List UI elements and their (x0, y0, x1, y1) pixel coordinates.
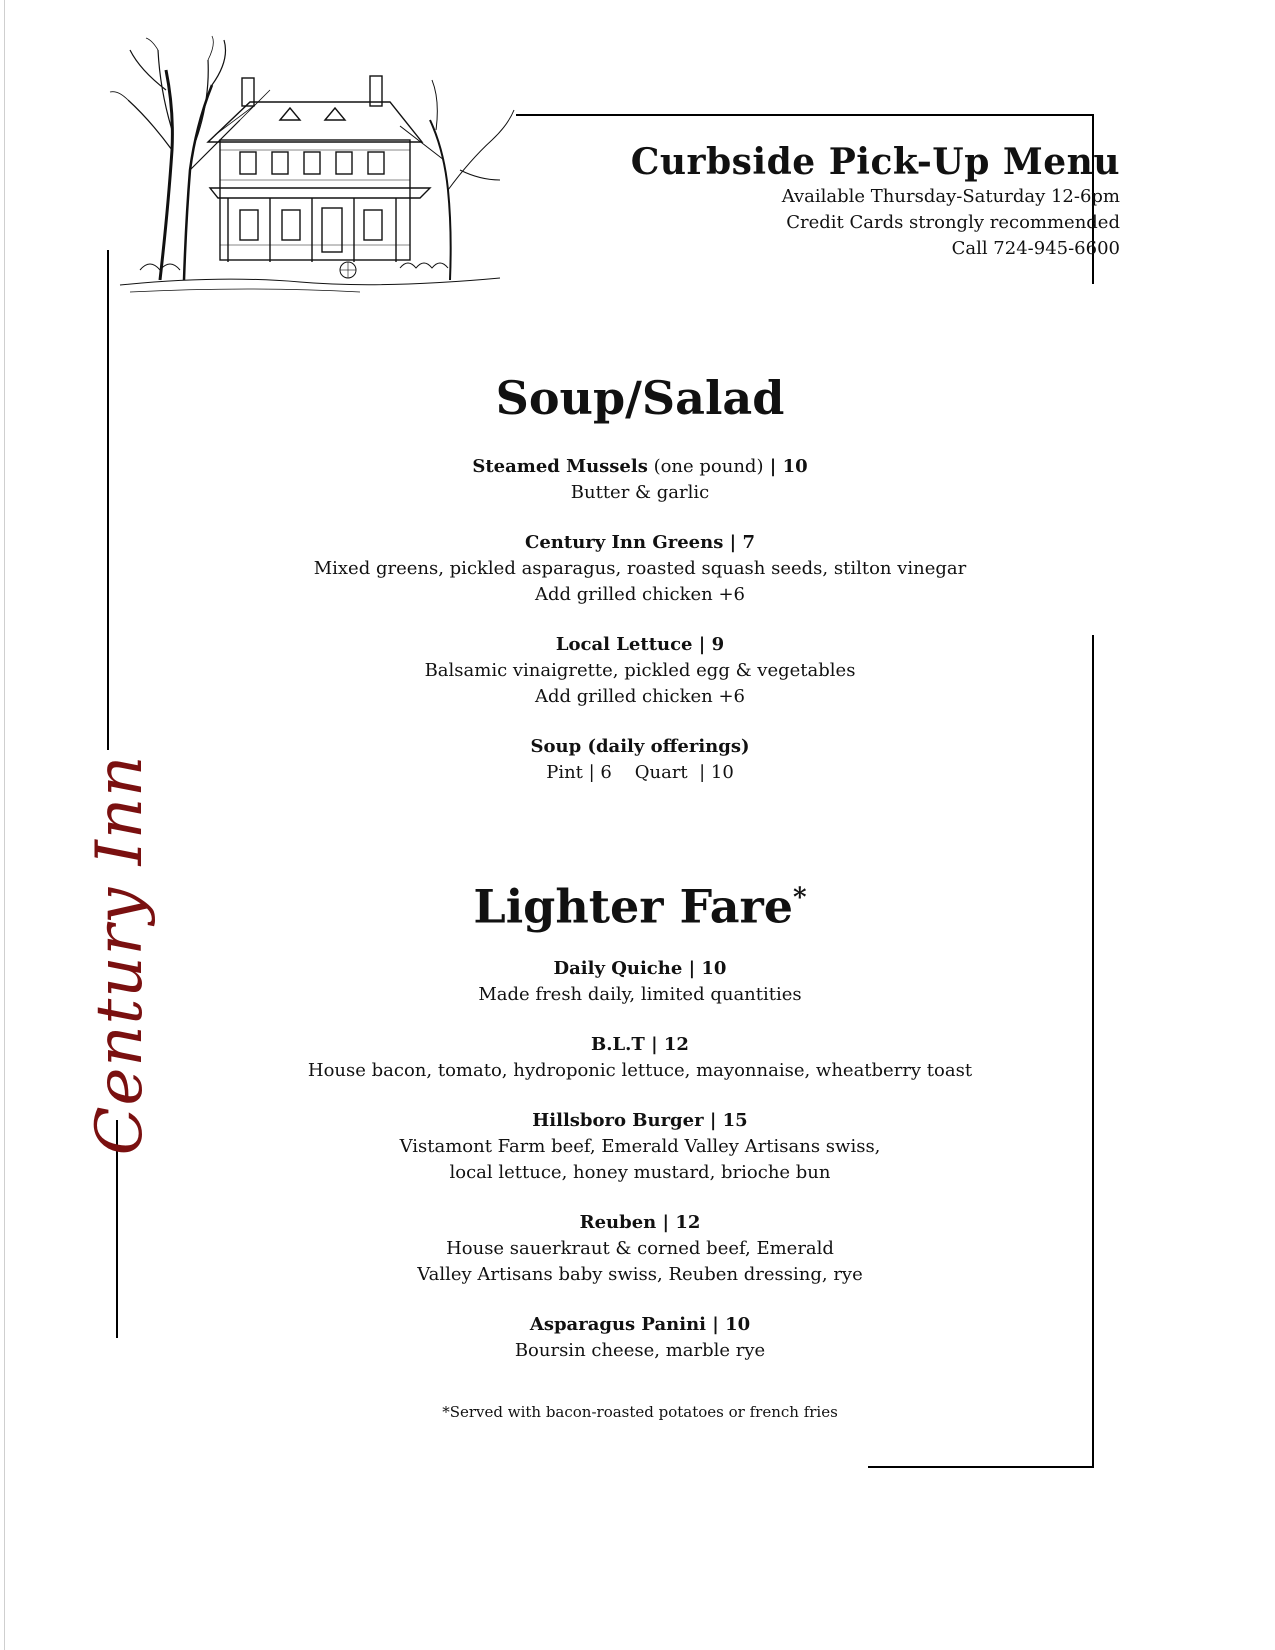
brand-name: Century Inn (83, 754, 157, 1156)
item-desc: Pint | 6 Quart | 10 (546, 762, 734, 783)
menu-title: Curbside Pick-Up Menu (630, 141, 1120, 183)
frame-bottom-line (868, 1466, 1094, 1468)
asterisk-mark: * (793, 883, 807, 913)
item-name: Local Lettuce (555, 634, 693, 655)
inn-illustration (100, 30, 530, 310)
item-name: Reuben (579, 1212, 657, 1234)
soup-salad-section (200, 370, 1080, 786)
payment-note: Credit Cards strongly recommended (786, 212, 1120, 233)
section-title-text: Lighter Fare (473, 879, 794, 934)
item-note: (one pound) (647, 456, 764, 477)
menu-item (200, 632, 1080, 710)
section-title: Soup/Salad (495, 371, 785, 425)
item-price: | 10 (706, 1314, 751, 1336)
phone-line: Call 724-945-6600 (951, 238, 1120, 259)
item-desc: Mixed greens, pickled asparagus, roasted squash seeds, stilton vinegar (313, 558, 967, 579)
lighter-fare-section (200, 870, 1080, 1364)
item-desc: Made fresh daily, limited quantities (478, 984, 802, 1006)
item-name: Daily Quiche (553, 958, 689, 980)
section-title (200, 870, 1080, 934)
item-desc: House bacon, tomato, hydroponic lettuce, mayonnaise, wheatberry toast (307, 1060, 973, 1082)
item-desc: Butter & garlic (570, 482, 710, 503)
menu-item (200, 734, 1080, 786)
item-name: Century Inn Greens (525, 532, 730, 553)
header-block (560, 140, 1120, 262)
item-desc: House sauerkraut & corned beef, Emerald (446, 1238, 834, 1260)
frame-right-line (1092, 635, 1094, 1468)
menu-item (200, 1312, 1080, 1364)
item-desc: Vistamont Farm beef, Emerald Valley Artisans swiss, (399, 1136, 881, 1158)
menu-item (200, 956, 1080, 1008)
item-desc: Boursin cheese, marble rye (514, 1340, 766, 1362)
item-name: Asparagus Panini (529, 1314, 706, 1336)
item-price: | 10 (763, 456, 808, 477)
item-addon: Add grilled chicken +6 (535, 686, 745, 707)
availability-line: Available Thursday-Saturday 12-6pm (781, 186, 1120, 207)
item-name: Steamed Mussels (472, 456, 648, 477)
item-price: | 15 (703, 1110, 748, 1132)
item-name: Hillsboro Burger (532, 1110, 704, 1132)
item-price: | 9 (692, 634, 725, 655)
frame-top-line (516, 114, 1094, 116)
item-price: | 10 (688, 958, 727, 980)
menu-item (200, 454, 1080, 506)
item-desc: local lettuce, honey mustard, brioche bun (449, 1162, 831, 1184)
frame-left-upper-line (107, 250, 109, 750)
menu-item (200, 1108, 1080, 1186)
item-desc: Valley Artisans baby swiss, Reuben dressing, rye (417, 1264, 863, 1286)
page-edge-line (4, 0, 5, 1650)
item-name: B.L.T (591, 1034, 652, 1056)
item-name: Soup (daily offerings) (530, 736, 750, 757)
menu-item (200, 1032, 1080, 1084)
item-desc: Balsamic vinaigrette, pickled egg & vegetables (424, 660, 856, 681)
item-addon: Add grilled chicken +6 (535, 584, 745, 605)
item-price: | 12 (651, 1034, 689, 1056)
menu-item (200, 530, 1080, 608)
item-price: | 7 (729, 532, 755, 553)
menu-item (200, 1210, 1080, 1288)
item-price: | 12 (656, 1212, 701, 1234)
footnote: *Served with bacon-roasted potatoes or french fries (442, 1403, 838, 1421)
